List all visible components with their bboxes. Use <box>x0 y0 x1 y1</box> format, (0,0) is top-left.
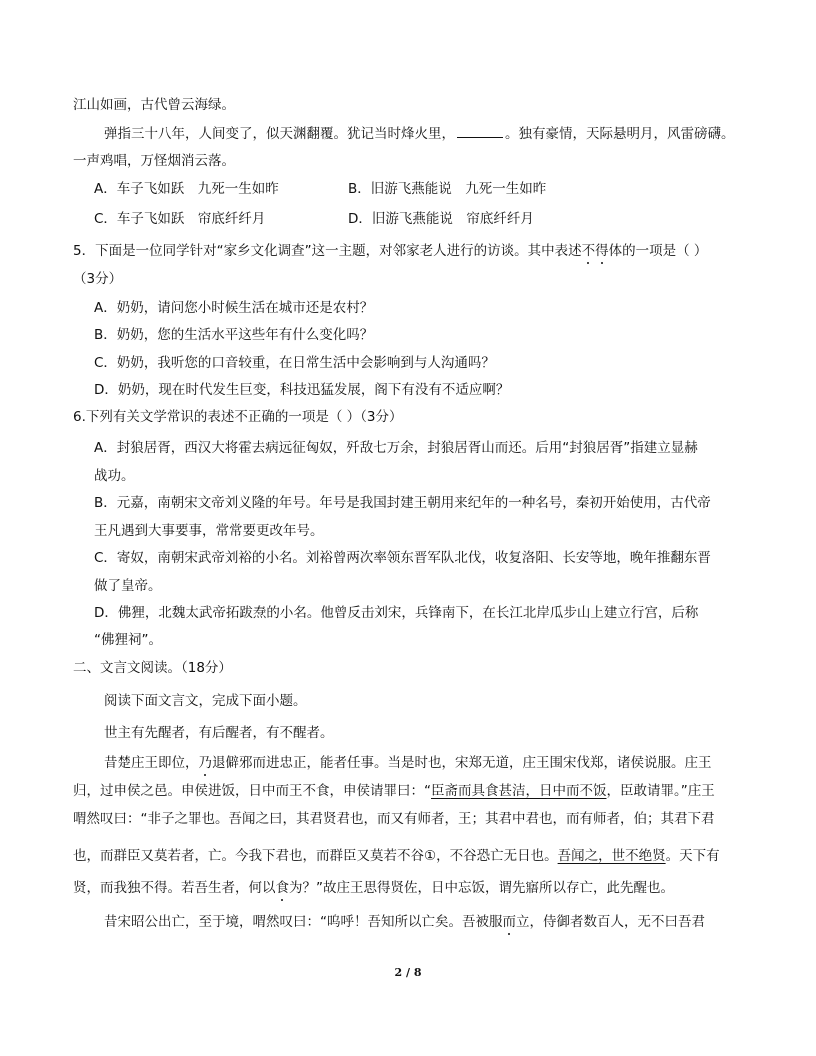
emphasis-char: 乃 <box>198 755 212 771</box>
text-run: 也，而群臣又莫若者，亡。今我下君也，而群臣又莫若不谷①，不谷恐亡无日也。 <box>73 848 558 864</box>
emphasis-char: 而 <box>502 914 516 930</box>
text-run: 为？”故庄王思得贤佐，日中忘饭，谓先寤所以存亡，此先醒也。 <box>289 880 674 896</box>
underlined-sentence: 吾闻之，世不绝贤 <box>557 848 666 864</box>
text-run: 立，侍御者数百人，无不曰吾君 <box>516 914 705 930</box>
q5-option-c: C．奶奶，我听您的口音较重，在日常生活中会影响到与人沟通吗？ <box>94 355 495 371</box>
text-run: 退僻邪而进忠正，能者任事。当是时也，宋郑无道，庄王围宋伐郑，诸侯说服。庄王 <box>212 755 712 771</box>
q4-option-b: B．旧游飞燕能说 九死一生如昨 <box>348 181 547 197</box>
passage-p2-line-3: 喟然叹曰：“非子之罪也。吾闻之曰，其君贤君也，而又有师者，王；其君中君也，而有师者，伯；其君下君 <box>73 811 715 827</box>
emphasis-char: 食 <box>275 880 289 896</box>
q4-option-c: C．车子飞如跃 帘底纤纤月 <box>94 211 266 227</box>
poem-line-3: 一声鸡唱，万怪烟消云落。 <box>73 153 235 169</box>
text-run: 昔宋昭公出亡，至于境，喟然叹曰：“呜呼！吾知所以亡矣。吾被服 <box>104 914 503 930</box>
q6-option-b-1: B．元嘉，南朝宋文帝刘义隆的年号。年号是我国封建王朝用来纪年的一种名号，秦初开始使用，古代帝 <box>94 495 711 511</box>
passage-p1: 世主有先醒者，有后醒者，有不醒者。 <box>104 725 334 741</box>
q6-option-a-2: 战功。 <box>94 468 135 484</box>
poem-line-2-b: 。独有豪情，天际悬明月，风雷磅礴。 <box>505 126 735 142</box>
emphasis-char: 得 <box>595 243 609 259</box>
text-run: 贤，而我独不得。若吾生者，何以 <box>73 880 276 896</box>
passage-p2-line-4 <box>73 847 720 865</box>
text-run: 归，过申侯之邑。申侯进饭，日中而王不食，申侯请罪曰：“ <box>73 783 431 799</box>
q6-option-c-2: 做了皇帝。 <box>94 578 162 594</box>
q6-option-d-1: D．佛狸，北魏太武帝拓跋焘的小名。他曾反击刘宋，兵锋南下，在长江北岸瓜步山上建立行宫，后称 <box>94 605 699 621</box>
passage-p2-line-5 <box>73 879 674 897</box>
poem-line-2 <box>104 125 735 143</box>
q5-option-a: A．奶奶，请问您小时候生活在城市还是农村？ <box>94 300 374 316</box>
text-run: 昔楚庄王即位， <box>104 755 199 771</box>
q5-option-d: D．奶奶，现在时代发生巨变，科技迅猛发展，阁下有没有不适应啊？ <box>94 382 510 398</box>
instruction: 阅读下面文言文，完成下面小题。 <box>104 693 307 709</box>
emphasis-char: 不 <box>581 243 596 259</box>
passage-p2-line-2 <box>73 782 715 800</box>
poem-line-2-a: 弹指三十八年，人间变了，似天渊翻覆。犹记当时烽火里， <box>104 126 455 142</box>
page-number: 2 / 8 <box>394 966 422 979</box>
text-run: ，臣敢请罪。”庄王 <box>606 783 715 799</box>
passage-p2-line-1 <box>104 754 712 772</box>
text-run: 。天下有 <box>665 848 720 864</box>
q4-option-a: A．车子飞如跃 九死一生如昨 <box>94 181 279 197</box>
q5-stem-b: 体的一项是（ ） <box>608 243 708 259</box>
q6-option-d-2: “佛狸祠”。 <box>94 632 162 648</box>
q4-option-d: D．旧游飞燕能说 帘底纤纤月 <box>348 211 534 227</box>
q6-option-c-1: C．寄奴，南朝宋武帝刘裕的小名。刘裕曾两次率领东晋军队北伐，收复洛阳、长安等地，晚年推翻东晋 <box>94 550 711 566</box>
section-heading: 二、文言文阅读。（18分） <box>73 660 232 676</box>
passage-p3-line-1 <box>104 913 705 931</box>
underlined-sentence: 臣斋而具食甚洁，日中而不饭 <box>431 783 607 799</box>
q5-stem-a: 5．下面是一位同学针对“家乡文化调查”这一主题，对邻家老人进行的访谈。其中表述 <box>73 243 582 259</box>
q6-stem: 6.下列有关文学常识的表述不正确的一项是（ ）（3分） <box>73 409 403 425</box>
q5-stem <box>73 242 707 260</box>
q6-option-b-2: 王凡遇到大事要事，常常要更改年号。 <box>94 523 324 539</box>
q6-option-a-1: A．封狼居胥，西汉大将霍去病远征匈奴，歼敌七万余，封狼居胥山而还。后用“封狼居胥”指建立显赫 <box>94 440 698 456</box>
q5-score: （3分） <box>73 271 123 287</box>
poem-line-1: 江山如画，古代曾云海绿。 <box>73 97 235 113</box>
fill-blank <box>457 125 503 138</box>
q5-option-b: B．奶奶，您的生活水平这些年有什么变化吗？ <box>94 327 374 343</box>
